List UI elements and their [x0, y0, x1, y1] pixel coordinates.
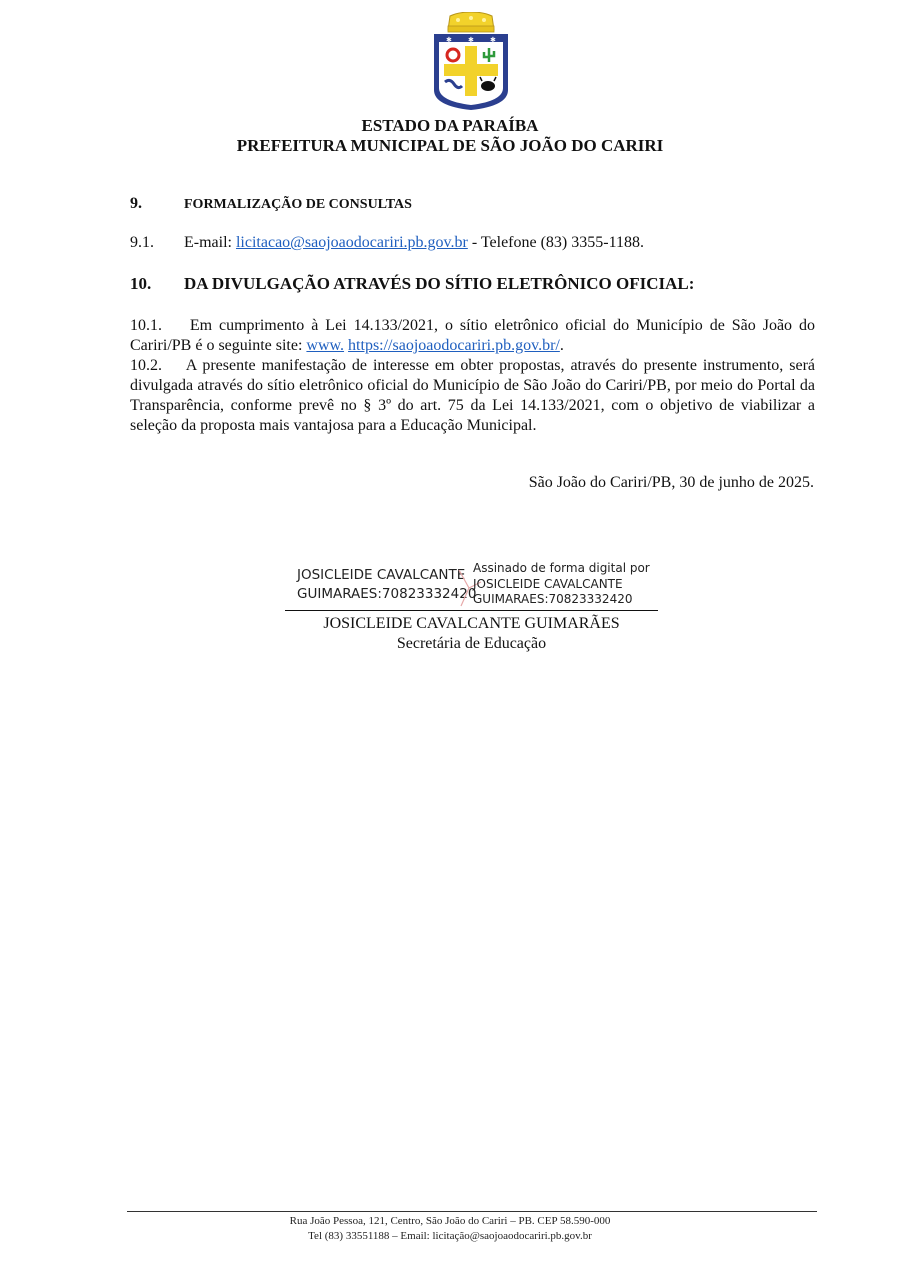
footer-divider — [127, 1211, 817, 1212]
signature-left-line-1: JOSICLEIDE CAVALCANTE — [297, 567, 466, 583]
site-link-www[interactable]: www. — [306, 337, 345, 354]
header-state: ESTADO DA PARAÍBA — [361, 116, 539, 135]
signature-stamp-right — [473, 561, 650, 608]
footer-contact: Tel (83) 33551188 – Email: licitação@saojoaodocariri.pb.gov.br — [308, 1230, 592, 1242]
item-9-1-suffix: - Telefone (83) 3355-1188. — [467, 234, 644, 251]
signature-right-line-1: Assinado de forma digital por — [473, 561, 650, 575]
signature-left-line-2: GUIMARAES:70823332420 — [297, 586, 477, 602]
header-municipality: PREFEITURA MUNICIPAL DE SÃO JOÃO DO CARIRI — [236, 136, 664, 155]
signer-role: Secretária de Educação — [396, 635, 547, 652]
svg-text:✱: ✱ — [490, 36, 496, 44]
item-9-1-prefix: E-mail: — [184, 234, 236, 251]
item-9-1-text — [184, 234, 644, 252]
item-10-2-number: 10.2. — [130, 357, 162, 374]
svg-text:✱: ✱ — [446, 36, 452, 44]
section-9-title: FORMALIZAÇÃO DE CONSULTAS — [184, 197, 412, 212]
signature-right-line-2: JOSICLEIDE CAVALCANTE — [473, 576, 623, 591]
section-10-title: DA DIVULGAÇÃO ATRAVÉS DO SÍTIO ELETRÔNICO OFICIAL: — [184, 274, 695, 293]
item-10-2 — [130, 356, 815, 436]
municipal-crest-logo — [428, 12, 514, 112]
email-link[interactable]: licitacao@saojoaodocariri.pb.gov.br — [235, 234, 468, 251]
date-line: São João do Cariri/PB, 30 de junho de 2025. — [528, 474, 814, 491]
svg-text:✱: ✱ — [468, 36, 474, 44]
item-9-1-number: 9.1. — [130, 234, 154, 251]
signer-name: JOSICLEIDE CAVALCANTE GUIMARÃES — [323, 615, 620, 632]
site-link-url[interactable]: https://saojoaodocariri.pb.gov.br/ — [348, 337, 560, 354]
item-10-1-end: . — [559, 337, 564, 354]
section-10-number: 10. — [130, 274, 152, 293]
signature-line — [285, 610, 658, 611]
section-9-number: 9. — [130, 195, 142, 212]
item-10-1 — [130, 316, 815, 356]
item-10-2-text: A presente manifestação de interesse em obter propostas, através do presente instrumento, será divulgada através do sítio eletrônico oficial do Município de São João do Cariri/PB, por meio do Portal da Transparência, conforme prevê no § 3º do art. 75 da Lei 14.133/2021, com o objetivo de viabilizar a seleção da proposta mais vantajosa para a Educação Municipal. — [130, 357, 815, 434]
item-10-1-text: Em cumprimento à Lei 14.133/2021, o sítio eletrônico oficial do Município de São João do Cariri/PB é o seguinte site: — [130, 317, 816, 354]
signature-name-left — [297, 566, 476, 604]
signature-right-line-3: GUIMARAES:70823332420 — [473, 592, 633, 606]
item-10-1-number: 10.1. — [130, 317, 162, 334]
footer-address: Rua João Pessoa, 121, Centro, São João do Cariri – PB. CEP 58.590-000 — [289, 1215, 611, 1227]
